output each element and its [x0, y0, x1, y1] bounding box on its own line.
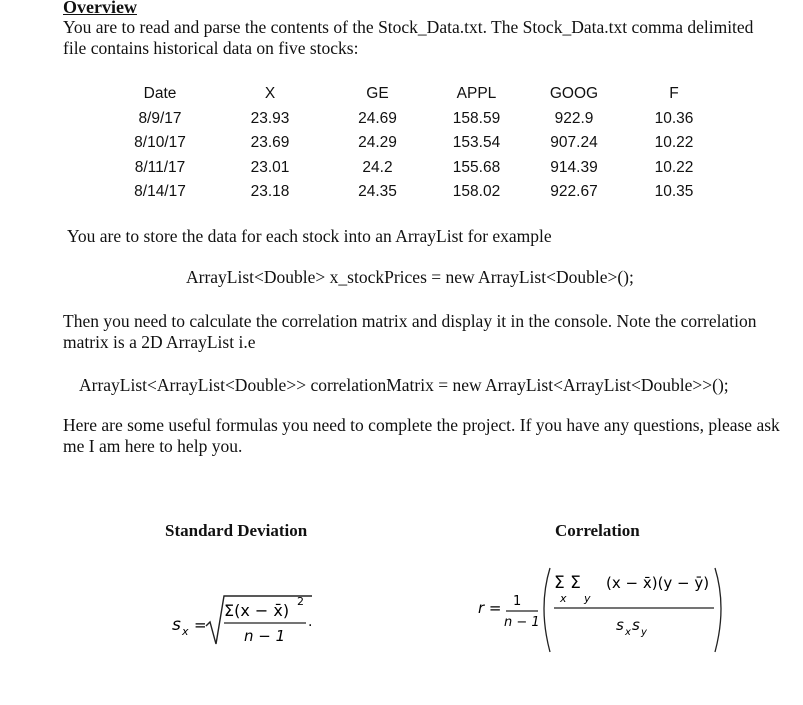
- table-cell: 10.36: [654, 109, 694, 127]
- code-example-correlation-matrix: ArrayList<ArrayList<Double>> correlationMatrix = new ArrayList<ArrayList<Double>>();: [79, 375, 729, 395]
- table-cell: 922.67: [550, 183, 598, 201]
- correlation-title: Correlation: [555, 521, 640, 540]
- table-cell: 24.69: [358, 109, 397, 127]
- code-example-arraylist: ArrayList<Double> x_stockPrices = new ArrayList<Double>();: [186, 267, 634, 287]
- table-cell: 8/11/17: [134, 158, 186, 176]
- column-header-ge: GE: [366, 85, 389, 103]
- column-header-f: F: [669, 85, 679, 103]
- corr-sigmas: Σ Σ: [554, 573, 581, 593]
- sd-exponent: 2: [297, 595, 304, 608]
- table-cell: 158.02: [452, 183, 501, 201]
- table-cell: 153.54: [452, 134, 501, 152]
- table-row: [110, 180, 728, 205]
- table-cell: 907.24: [550, 134, 598, 152]
- sd-period: .: [308, 614, 313, 630]
- table-header-row: [110, 82, 728, 107]
- table-cell: 24.35: [358, 183, 397, 201]
- column-header-goog: GOOG: [549, 85, 599, 103]
- sd-numerator: Σ(x − x̄): [224, 601, 290, 620]
- table-cell: 155.68: [452, 158, 501, 176]
- table-cell: 8/10/17: [134, 134, 186, 152]
- standard-deviation-formula: [160, 578, 330, 650]
- table-cell: 10.35: [654, 183, 694, 201]
- table-cell: 24.29: [358, 134, 397, 152]
- corr-fraction-numerator: 1: [513, 594, 522, 609]
- corr-numerator-terms: (x − x̄)(y − ȳ): [606, 574, 710, 592]
- column-header-appl: APPL: [456, 85, 497, 103]
- table-cell: 23.93: [250, 109, 290, 127]
- corr-subscript-x: x: [560, 592, 567, 605]
- corr-subscript-y: y: [584, 592, 591, 605]
- intro-paragraph: You are to read and parse the contents of the Stock_Data.txt. The Stock_Data.txt comma delimited file contains historical data on five stocks:: [63, 17, 754, 58]
- table-cell: 914.39: [550, 158, 598, 176]
- correlation-matrix-paragraph: Then you need to calculate the correlation matrix and display it in the console. Note the correlation matrix is a 2D ArrayList i.e: [63, 311, 757, 352]
- help-paragraph: Here are some useful formulas you need to complete the project. If you have any questions, please ask me I am here to help you.: [63, 415, 780, 456]
- table-row: [110, 131, 728, 156]
- corr-lhs: r =: [478, 599, 502, 617]
- table-row: [110, 156, 728, 181]
- table-cell: 24.2: [362, 158, 393, 176]
- column-header-x: X: [264, 85, 276, 103]
- corr-right-paren: [715, 568, 721, 652]
- sd-lhs: s: [172, 615, 181, 635]
- corr-denominator-y: y: [641, 627, 647, 638]
- table-row: [110, 107, 728, 132]
- table-cell: 23.01: [250, 158, 290, 176]
- corr-denominator-s1: s: [616, 616, 624, 634]
- correlation-formula: [470, 562, 730, 657]
- sd-denominator: n − 1: [244, 627, 286, 645]
- table-cell: 23.69: [250, 134, 290, 152]
- table-cell: 8/9/17: [138, 109, 182, 127]
- corr-denominator-s2: s: [632, 616, 640, 634]
- table-cell: 10.22: [654, 134, 694, 152]
- corr-fraction-denominator: n − 1: [504, 615, 540, 630]
- standard-deviation-title: Standard Deviation: [165, 521, 308, 540]
- corr-denominator-x: x: [625, 627, 631, 638]
- table-cell: 23.18: [250, 183, 290, 201]
- corr-left-paren: [544, 568, 550, 652]
- table-cell: 8/14/17: [134, 183, 186, 201]
- table-cell: 922.9: [554, 109, 594, 127]
- stock-data-table: [110, 82, 728, 205]
- column-header-date: Date: [143, 85, 177, 103]
- table-cell: 158.59: [452, 109, 501, 127]
- table-cell: 10.22: [654, 158, 694, 176]
- overview-heading: Overview: [63, 0, 137, 17]
- sd-equals-sign: =: [194, 616, 207, 634]
- store-paragraph: You are to store the data for each stock into an ArrayList for example: [67, 226, 552, 246]
- sd-lhs-subscript: x: [182, 625, 189, 638]
